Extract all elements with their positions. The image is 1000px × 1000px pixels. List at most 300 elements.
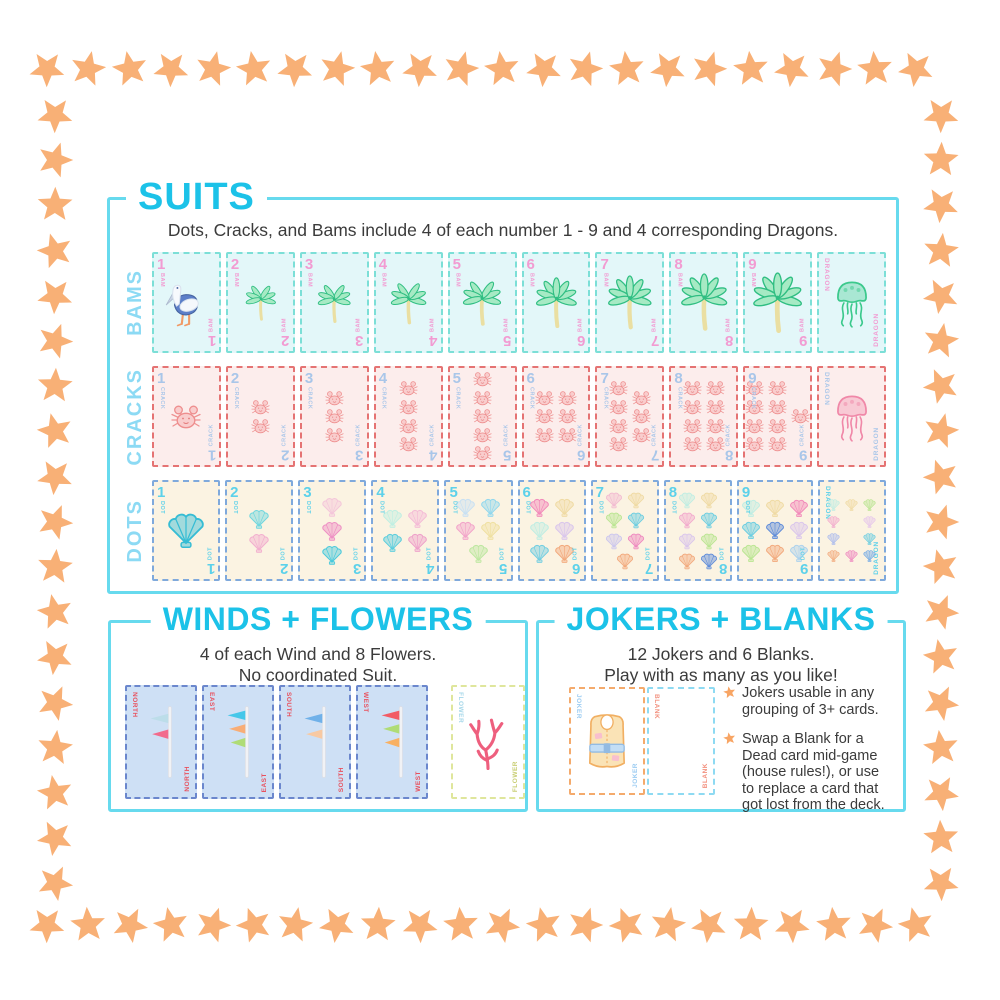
flag-icon [305, 714, 323, 723]
card-corner [799, 318, 807, 348]
card-number: 6 [522, 484, 531, 501]
card-suit-word: CRACK [380, 387, 387, 410]
card-suit-word: BAM [577, 317, 584, 332]
star-icon [28, 50, 66, 88]
crab-icon [790, 407, 811, 426]
star-icon [36, 638, 74, 676]
flower-label: FLOWER [512, 760, 519, 792]
wind-label: NORTH [131, 692, 138, 718]
star-icon [36, 367, 74, 405]
shell-icon [826, 498, 841, 512]
card-corner [651, 318, 659, 348]
crab-icon [534, 407, 555, 426]
card-art [680, 273, 728, 331]
star-icon [566, 906, 604, 944]
card-art [164, 510, 208, 550]
palm-tree-icon [535, 277, 578, 329]
card-suit-word: DOT [799, 546, 806, 560]
card-suit-word: DOT [670, 501, 677, 515]
card-suit-word: CRACK [281, 423, 288, 446]
star-icon [194, 906, 232, 944]
card-corner [379, 371, 387, 409]
star-icon [922, 277, 960, 315]
card-suit-word: CRACK [355, 423, 362, 446]
crab-icon [767, 379, 788, 398]
cracks-card-3 [300, 366, 369, 467]
shell-slot [826, 549, 841, 568]
crab-cluster [472, 369, 493, 464]
star-icon [318, 906, 356, 944]
shell-icon [740, 520, 762, 540]
card-number: 2 [230, 256, 240, 273]
suits-title: SUITS [126, 178, 267, 216]
crab-icon [472, 444, 493, 463]
card-suit-word: CRACK [429, 423, 436, 446]
card-number: 5 [503, 446, 512, 463]
card-number: 4 [378, 370, 388, 387]
shell-icon [862, 498, 877, 512]
card-suit-word: BAM [799, 317, 806, 332]
star-icon [690, 50, 728, 88]
card-number: 9 [798, 332, 808, 349]
card-corner [645, 547, 653, 576]
shell-slot [826, 532, 841, 551]
card-strip [152, 366, 886, 467]
star-icon [922, 864, 960, 902]
winds-subtitle [111, 644, 525, 687]
card-number: 3 [355, 332, 364, 349]
card-number: 1 [157, 370, 166, 387]
palm-tree-icon [607, 275, 653, 330]
crab-icon [250, 417, 271, 436]
shell-icon [764, 543, 786, 563]
card-strip [152, 480, 886, 581]
star-icon [36, 412, 74, 450]
card-suit-word: BAM [429, 317, 436, 332]
shell-icon [406, 508, 429, 529]
card-corner [600, 257, 608, 287]
bams-card-2 [226, 252, 295, 353]
star-icon [36, 503, 74, 541]
suit-row-cracks [118, 366, 886, 467]
card-number: 8 [674, 256, 683, 273]
shell-icon [826, 532, 841, 546]
star-icon [815, 50, 853, 88]
shell-icon [381, 508, 404, 529]
star-icon [276, 906, 314, 944]
star-icon [649, 906, 687, 944]
dots-card-dragon [818, 480, 886, 581]
star-icon [36, 277, 74, 315]
shell-icon [699, 532, 719, 550]
card-art [324, 388, 345, 445]
card-number: 4 [378, 256, 388, 273]
card-corner [429, 424, 437, 462]
bams-card-5 [448, 252, 517, 353]
star-icon [922, 232, 960, 270]
star-icon [28, 906, 66, 944]
card-corner [157, 371, 165, 409]
shell-slot [826, 498, 841, 517]
shell-icon [320, 520, 344, 542]
wind-card-east [202, 685, 274, 799]
star-icon [28, 906, 66, 944]
flagpole-icon [138, 704, 184, 780]
star-icon [235, 906, 273, 944]
shell-icon [699, 552, 719, 570]
star-icon [608, 50, 646, 88]
card-number: 5 [499, 560, 508, 577]
card-art [246, 508, 272, 554]
star-icon [922, 96, 960, 134]
star-icon [36, 548, 74, 586]
card-corner [674, 257, 682, 287]
flag-icon [382, 711, 400, 720]
card-corner [355, 424, 363, 462]
star-icon [235, 906, 273, 944]
card-corner [157, 485, 165, 514]
shell-slot [844, 549, 859, 568]
wind-label: WEST [362, 692, 369, 713]
row-label-wrap [118, 252, 152, 353]
card-suit-word: CRACK [528, 387, 535, 410]
crab-cluster [324, 388, 345, 445]
star-icon [773, 50, 811, 88]
card-suit-word: CRACK [676, 387, 683, 410]
shell-icon [677, 491, 697, 509]
cracks-card-5 [448, 366, 517, 467]
shell-cluster [452, 497, 504, 564]
card-number: 3 [352, 560, 362, 577]
crab-icon [534, 426, 555, 445]
star-icon [922, 774, 960, 812]
card-number: 9 [748, 370, 757, 387]
shell-icon [677, 552, 697, 570]
shell-icon [454, 520, 477, 541]
card-corner [651, 424, 659, 462]
star-icon [897, 906, 935, 944]
card-suit-word: DOT [280, 546, 287, 560]
shell-slot [844, 498, 859, 517]
card-art [534, 388, 578, 445]
shell-slot [862, 498, 877, 517]
card-suit-word: BAM [281, 317, 288, 332]
card-art [245, 283, 277, 321]
card-suit-word: DOT [451, 501, 458, 515]
card-suit-word: CRACK [232, 387, 239, 410]
card-corner [719, 547, 727, 576]
winds-title: WINDS + FLOWERS [151, 603, 486, 635]
shell-icon [320, 544, 344, 566]
crab-icon [250, 398, 271, 417]
star-icon [111, 50, 149, 88]
star-icon [922, 412, 960, 450]
star-icon [922, 593, 960, 631]
card-suit-word: BAM [503, 317, 510, 332]
crab-icon [324, 389, 345, 408]
card-corner [207, 547, 215, 576]
card-corner [353, 547, 361, 576]
card-suit-word: CRACK [577, 423, 584, 446]
card-suit-word: BAM [676, 273, 683, 288]
star-icon [922, 864, 960, 902]
card-art [398, 379, 419, 455]
star-icon [36, 864, 74, 902]
shell-icon [479, 520, 502, 541]
star-icon [36, 684, 74, 722]
star-icon [36, 819, 74, 857]
shell-icon [528, 543, 551, 564]
star-icon [36, 186, 74, 224]
card-suit-word: BAM [207, 317, 214, 332]
row-label: CRACKS [123, 367, 146, 466]
card-suit-word: DOT [207, 546, 214, 560]
crab-icon [472, 370, 493, 389]
crab-icon [767, 417, 788, 436]
star-icon [36, 729, 74, 767]
card-corner [449, 485, 457, 514]
bullet-star-icon [723, 732, 736, 745]
card-number: 5 [452, 370, 461, 387]
card-number: 7 [645, 560, 654, 577]
star-icon [36, 277, 74, 315]
card-number: 4 [429, 332, 438, 349]
star-icon [922, 458, 960, 496]
card-number: 5 [452, 256, 461, 273]
card-corner [499, 547, 507, 576]
card-suit-word: CRACK [799, 423, 806, 446]
star-icon [152, 906, 190, 944]
star-icon [194, 50, 232, 88]
star-icon [690, 906, 728, 944]
crab-icon [608, 379, 629, 398]
star-icon [276, 906, 314, 944]
suit-row-bams [118, 252, 886, 353]
star-icon [36, 141, 74, 179]
crab-icon [557, 389, 578, 408]
star-icon [401, 906, 439, 944]
cracks-card-6 [522, 366, 591, 467]
shell-icon [553, 520, 576, 541]
star-icon [922, 684, 960, 722]
shell-icon [467, 543, 490, 564]
jokers-blanks-section [536, 601, 906, 814]
card-art [317, 282, 351, 324]
bams-card-1 [152, 252, 221, 353]
card-suit-word: DOT [572, 546, 579, 560]
star-icon [318, 50, 356, 88]
palm-tree-icon [680, 273, 728, 331]
shell-cluster [602, 491, 648, 570]
star-icon [36, 412, 74, 450]
card-corner [725, 318, 733, 348]
star-icon [608, 50, 646, 88]
card-suit-word: DOT [232, 501, 239, 515]
crab-icon [608, 435, 629, 454]
star-icon [442, 50, 480, 88]
crab-icon [324, 407, 345, 426]
star-icon [608, 906, 646, 944]
card-corner [572, 547, 580, 576]
star-icon [36, 638, 74, 676]
star-icon [922, 322, 960, 360]
star-icon [442, 906, 480, 944]
star-icon [856, 906, 894, 944]
star-icon [36, 458, 74, 496]
bams-card-9 [743, 252, 812, 353]
dragon-label: DRAGON [873, 427, 881, 461]
star-icon [359, 906, 397, 944]
star-icon [36, 729, 74, 767]
star-icon [36, 458, 74, 496]
card-corner [305, 257, 313, 287]
card-suit-word: BAM [602, 273, 609, 288]
star-icon [111, 906, 149, 944]
card-corner [230, 485, 238, 514]
card-number: 7 [595, 484, 604, 501]
star-icon [276, 50, 314, 88]
shell-slot [826, 515, 841, 534]
card-art [526, 497, 578, 564]
card-number: 5 [449, 484, 458, 501]
card-number: 3 [303, 484, 312, 501]
card-corner [527, 257, 535, 287]
wind-card-south [279, 685, 351, 799]
card-art [169, 402, 203, 432]
blank-label: BLANK [702, 762, 709, 788]
card-number: 7 [651, 446, 660, 463]
shell-ring [826, 498, 877, 564]
shell-icon [826, 549, 841, 563]
card-suit-word: BAM [750, 273, 757, 288]
card-suit-word: DOT [158, 501, 165, 515]
card-art [608, 379, 652, 455]
winds-flowers-section [108, 601, 528, 812]
card-number: 6 [572, 560, 581, 577]
card-strip [152, 252, 886, 353]
shell-icon [844, 498, 859, 512]
card-suit-word: CRACK [750, 387, 757, 410]
star-icon [111, 906, 149, 944]
card-number: 1 [207, 332, 216, 349]
card-corner [527, 371, 535, 409]
star-icon [152, 50, 190, 88]
star-icon [111, 50, 149, 88]
card-corner [596, 485, 604, 514]
star-icon [732, 50, 770, 88]
card-number: 9 [798, 446, 808, 463]
star-icon [525, 50, 563, 88]
card-art [752, 272, 803, 334]
shell-icon [862, 549, 877, 563]
shell-icon [626, 491, 646, 509]
cracks-card-4 [374, 366, 443, 467]
shell-icon [677, 511, 697, 529]
star-icon [649, 50, 687, 88]
crab-icon [744, 435, 765, 454]
row-label: BAMS [123, 269, 146, 336]
row-label-wrap [118, 480, 152, 581]
card-art [472, 369, 493, 464]
card-number: 8 [724, 332, 734, 349]
dragon-label: DRAGON [823, 372, 831, 406]
star-icon [897, 906, 935, 944]
card-corner [453, 257, 461, 287]
star-icon [36, 593, 74, 631]
shell-icon [844, 549, 859, 563]
card-art [535, 277, 578, 329]
star-icon [36, 96, 74, 134]
card-corner [799, 424, 807, 462]
star-icon [152, 906, 190, 944]
crab-icon [631, 407, 652, 426]
card-corner [800, 547, 808, 576]
shell-icon [479, 497, 502, 518]
dragon-label: DRAGON [823, 486, 831, 520]
bams-card-8 [669, 252, 738, 353]
star-icon [483, 906, 521, 944]
shell-icon [699, 511, 719, 529]
card-suit-word: BAM [725, 317, 732, 332]
shell-icon [164, 510, 208, 550]
card-art [390, 280, 427, 325]
card-number: 4 [429, 446, 438, 463]
crab-icon [398, 417, 419, 436]
wind-label: EAST [208, 692, 215, 712]
star-icon [69, 906, 107, 944]
crab-icon [705, 417, 726, 436]
dragon-label: DRAGON [873, 313, 881, 347]
flag-icon [228, 711, 246, 720]
shell-icon [604, 491, 624, 509]
dots-card-7 [591, 480, 659, 581]
card-number: 2 [230, 484, 239, 501]
star-icon [276, 50, 314, 88]
card-number: 8 [668, 484, 678, 501]
star-icon [922, 684, 960, 722]
card-suit-word: CRACK [306, 387, 313, 410]
star-icon [69, 50, 107, 88]
card-suit-word: DOT [378, 501, 385, 515]
crab-cluster [608, 379, 652, 455]
card-suit-word: DOT [499, 546, 506, 560]
star-icon [922, 548, 960, 586]
star-icon [359, 906, 397, 944]
star-icon [922, 503, 960, 541]
card-suit-word: CRACK [158, 387, 165, 410]
blank-card [647, 687, 715, 795]
card-number: 1 [206, 560, 216, 577]
flower-card [451, 685, 525, 799]
card-suit-word: CRACK [454, 387, 461, 410]
star-icon [483, 906, 521, 944]
star-icon [856, 50, 894, 88]
shell-icon [788, 520, 810, 540]
card-number: 1 [207, 446, 216, 463]
shell-cluster [319, 496, 345, 566]
jokers-subtitle-line2: Play with as many as you like! [604, 665, 838, 686]
star-icon [815, 50, 853, 88]
star-icon [36, 232, 74, 270]
crab-icon [472, 426, 493, 445]
dragon-label: DRAGON [872, 541, 880, 575]
bullet-star-icon [723, 686, 736, 699]
card-art [675, 491, 721, 570]
star-icon [566, 50, 604, 88]
blank-label: BLANK [653, 694, 660, 720]
star-icon [922, 141, 960, 179]
card-suit-word: BAM [380, 273, 387, 288]
